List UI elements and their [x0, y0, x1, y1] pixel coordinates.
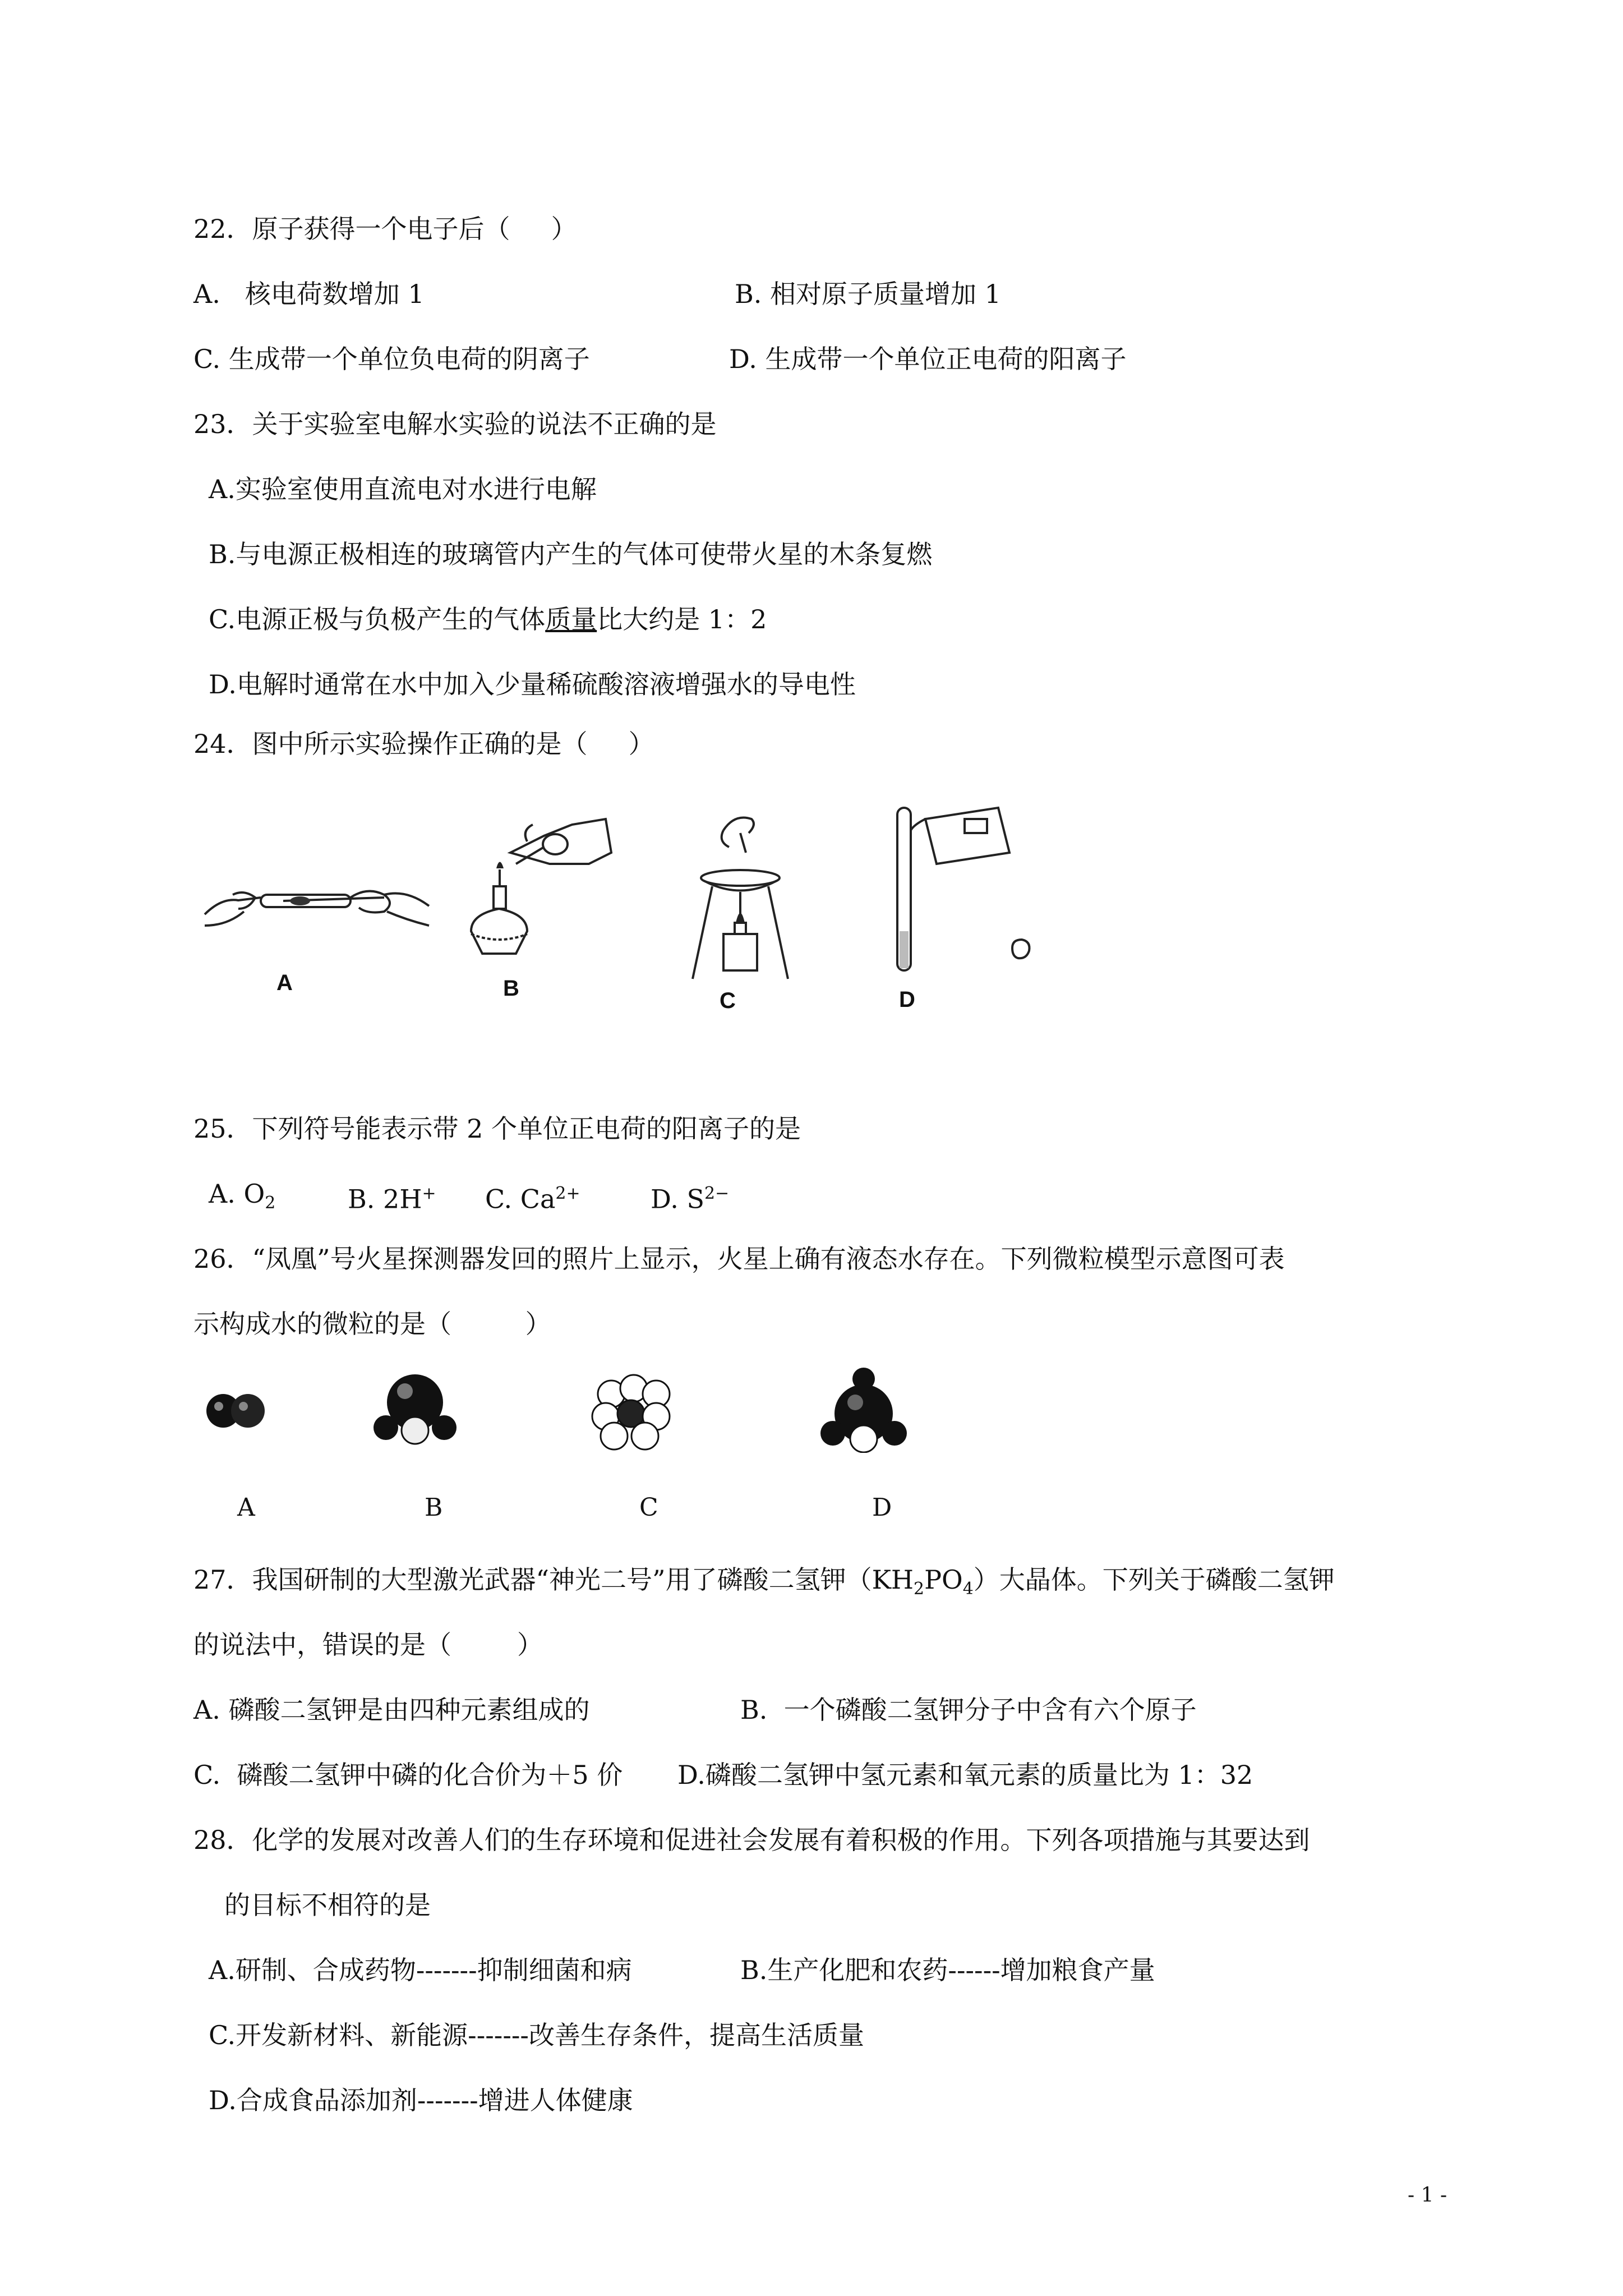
q27-option-a: A. 磷酸二氢钾是由四种元素组成的: [193, 1695, 590, 1725]
figure-a-test-tube: [199, 841, 435, 954]
q22-option-d: D. 生成带一个单位正电荷的阳离子: [729, 344, 1127, 374]
q23-option-b: B.与电源正极相连的玻璃管内产生的气体可使带火星的木条复燃: [209, 539, 933, 569]
q23-stem: 23．关于实验室电解水实验的说法不正确的是: [193, 409, 717, 439]
q23-option-c: C.电源正极与负极产生的气体质量比大约是 1：2: [209, 604, 767, 634]
q22-option-a: A. 核电荷数增加 1: [193, 279, 425, 309]
q22-stem: 22．原子获得一个电子后（ ）: [193, 214, 577, 244]
figure-d-label: D: [899, 987, 915, 1012]
q27-stem-line1: 27．我国研制的大型激光武器“神光二号”用了磷酸二氢钾$(KH_2PO_4)$大晶体。下列关于磷酸二氢钾: [193, 1565, 1335, 1599]
q23-option-a: A.实验室使用直流电对水进行电解: [209, 474, 597, 504]
q25-stem: 25．下列符号能表示带 2 个单位正电荷的阳离子的是: [193, 1114, 801, 1144]
figure-c-label: C: [720, 988, 736, 1013]
q27-option-c: C. 磷酸二氢钾中磷的化合价为＋5 价: [193, 1760, 623, 1790]
model-b-label: B: [425, 1493, 443, 1522]
figure-b-label: B: [503, 976, 519, 1001]
model-d-label: D: [872, 1493, 892, 1522]
q27-stem-line2: 的说法中，错误的是（ ）: [193, 1630, 543, 1660]
q28-stem-line2: 的目标不相符的是: [224, 1890, 431, 1920]
q25-option-c: C. $Ca^{2+}$: [485, 1184, 580, 1214]
q26-stem-line1: 26．“凤凰”号火星探测器发回的照片上显示，火星上确有液态水存在。下列微粒模型示意图可表: [193, 1244, 1285, 1274]
q26-stem-line2: 示构成水的微粒的是（ ）: [193, 1309, 551, 1339]
figure-c-evaporating-dish: [673, 808, 808, 987]
model-c-label: C: [639, 1493, 658, 1522]
figure-d-pouring-liquid: [875, 797, 1054, 976]
q28-option-c: C.开发新材料、新能源-------改善生存条件，提高生活质量: [209, 2020, 864, 2050]
q23-option-d: D.电解时通常在水中加入少量稀硫酸溶液增强水的导电性: [209, 669, 856, 700]
q27-option-d: D.磷酸二氢钾中氢元素和氧元素的质量比为 1：32: [677, 1760, 1253, 1790]
page-number: - 1 -: [1408, 2184, 1447, 2207]
q27-option-b: B. 一个磷酸二氢钾分子中含有六个原子: [740, 1695, 1197, 1725]
underlined-word: 质量: [545, 604, 597, 634]
q24-stem: 24．图中所示实验操作正确的是（ ）: [193, 729, 654, 759]
q28-option-d: D.合成食品添加剂-------增进人体健康: [209, 2085, 633, 2115]
model-b-molecule: [370, 1369, 460, 1447]
q22-option-b: B. 相对原子质量增加 1: [735, 279, 1001, 309]
model-a-label: A: [237, 1493, 255, 1522]
figure-b-alcohol-lamp: [460, 802, 628, 959]
q28-option-b: B.生产化肥和农药------增加粮食产量: [740, 1955, 1155, 1985]
model-c-cluster: [589, 1369, 679, 1453]
q25-option-b: B. 2H+: [348, 1184, 436, 1214]
q28-stem-line1: 28．化学的发展对改善人们的生存环境和促进社会发展有着积极的作用。下列各项措施与其要达到: [193, 1825, 1310, 1855]
model-a-diatomic: [202, 1386, 269, 1436]
q22-option-c: C. 生成带一个单位负电荷的阴离子: [193, 344, 590, 374]
model-d-molecule: [816, 1363, 911, 1453]
q25-option-d: D. $S^{2-}$: [651, 1184, 730, 1214]
q28-option-a: A.研制、合成药物-------抑制细菌和病: [209, 1955, 632, 1985]
q25-option-a: A. $O_2$: [209, 1179, 276, 1213]
figure-a-label: A: [276, 970, 293, 995]
